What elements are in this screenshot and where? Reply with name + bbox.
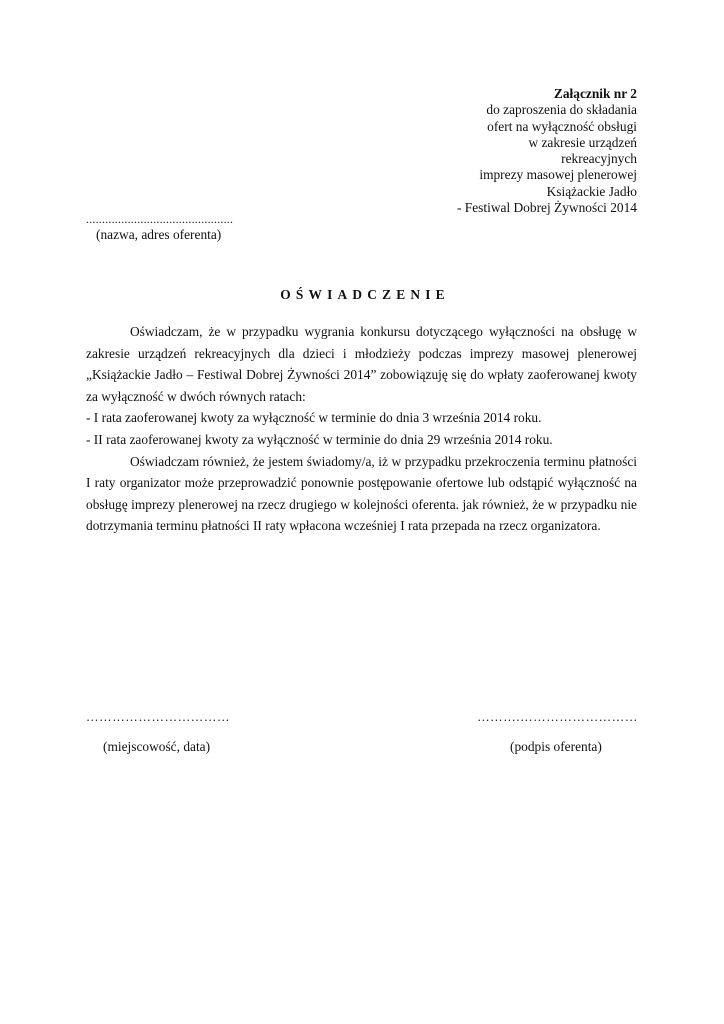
attachment-line: Książackie Jadło	[546, 183, 637, 199]
attachment-line: imprezy masowej plenerowej	[479, 167, 637, 183]
awareness-paragraph: Oświadczam również, że jestem świadomy/a, iż w przypadku przekroczenia terminu płatności I raty organizator może przeprowadzić ponownie postępowanie ofertowe lub odstąpić wyłączność na obsługę imprezy plenerowej na rzecz drugiego w kolejności oferenta. jak również, że w przypadku nie dotrzymania terminu płatności II raty wpłacona wcześniej I rata przepada na rzecz organizatora.	[86, 453, 637, 534]
attachment-title: Załącznik nr 2	[553, 86, 637, 101]
attachment-line: rekreacyjnych	[561, 151, 637, 167]
attachment-line: - Festiwal Dobrej Żywności 2014	[456, 200, 637, 216]
attachment-line: ofert na wyłączność obsługi	[487, 118, 637, 134]
declaration-paragraph: Oświadczam, że w przypadku wygrania konkursu dotyczącego wyłączności na obsługę w zakresie urządzeń rekreacyjnych dla dzieci i młodzieży podczas imprezy masowej plenerowej „Książackie Jadło – Festiwal Dobrej Żywności 2014” zobowiązuję się do wpłaty zaoferowanej kwoty za wyłączność w dwóch równych ratach:	[86, 324, 637, 404]
document-title: OŚWIADCZENIE	[280, 287, 450, 302]
document-body	[86, 321, 637, 537]
oferent-label: (nazwa, adres oferenta)	[96, 227, 222, 242]
oferent-fill-line: ..............................................	[86, 212, 234, 226]
signature-fill-line: ……….………………………	[477, 710, 638, 724]
installment-item: - I rata zaoferowanej kwoty za wyłączność w terminie do dnia 3 września 2014 roku.	[86, 410, 542, 426]
attachment-header	[457, 86, 637, 216]
place-date-fill-line: ……………………………	[86, 710, 231, 724]
signature-label: (podpis oferenta)	[510, 739, 602, 754]
installment-item: - II rata zaoferowanej kwoty za wyłączność w terminie do dnia 29 września 2014 roku.	[86, 431, 553, 447]
place-date-label: (miejscowość, data)	[103, 739, 211, 754]
attachment-line: do zaproszenia do składania	[486, 102, 637, 118]
attachment-line: w zakresie urządzeń	[528, 134, 637, 150]
